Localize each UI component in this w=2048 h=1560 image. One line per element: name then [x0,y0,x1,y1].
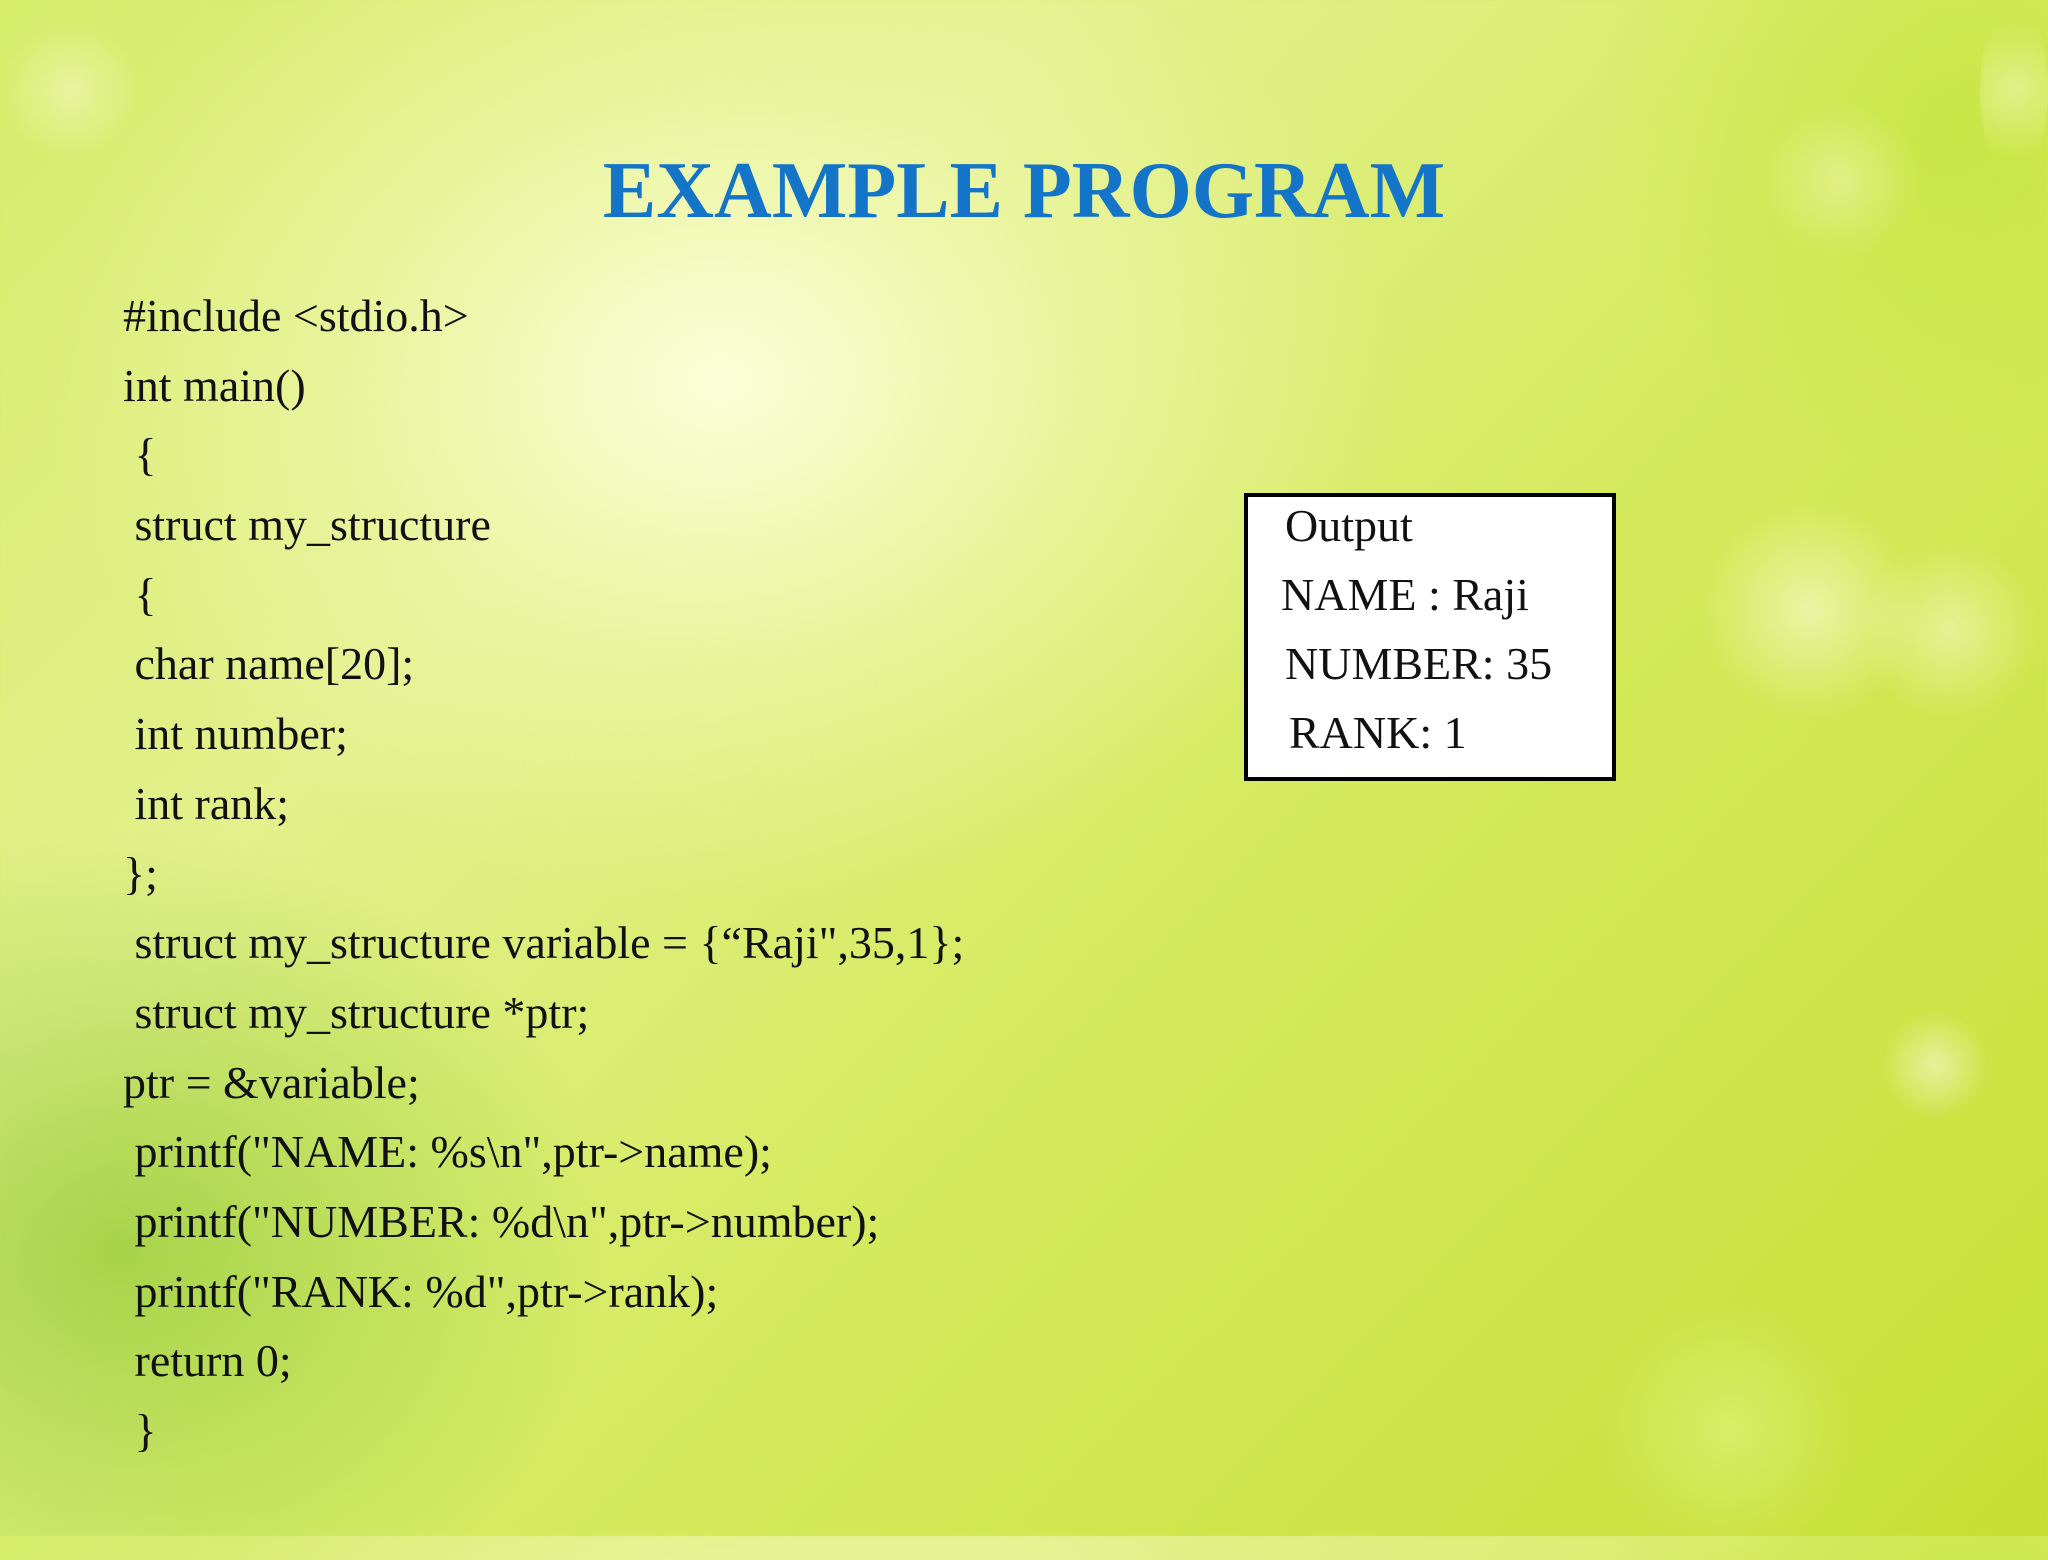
code-line: int main() [123,359,306,411]
code-block [123,281,964,1466]
code-line: ptr = &variable; [123,1056,420,1108]
bokeh-decoration [1700,500,1920,720]
code-line: } [123,1405,157,1456]
code-line: { [123,568,157,620]
code-line: { [123,429,157,481]
code-line: struct my_structure variable = {“Raji",35,1}; [123,917,965,969]
output-box [1244,493,1616,781]
output-heading: Output [1285,500,1413,551]
bokeh-decoration [1860,540,2040,720]
code-line: int number; [123,708,348,760]
code-line: #include <stdio.h> [123,290,469,341]
bokeh-decoration [0,20,140,160]
code-line: struct my_structure *ptr; [123,986,590,1038]
output-number-line: NUMBER: 35 [1285,638,1553,689]
bokeh-decoration [1600,1300,1860,1560]
slide-title: EXAMPLE PROGRAM [602,147,1446,235]
code-line: }; [123,847,158,899]
code-line: struct my_structure [123,499,491,551]
output-name-line: NAME : Raji [1281,569,1529,620]
code-line: printf("RANK: %d",ptr->rank); [123,1265,719,1317]
code-line: char name[20]; [123,638,415,690]
code-line: printf("NUMBER: %d\n",ptr->number); [123,1195,880,1247]
output-rank-line: RANK: 1 [1289,707,1467,758]
code-line: printf("NAME: %s\n",ptr->name); [123,1126,772,1178]
code-line: int rank; [123,777,290,829]
code-line: return 0; [123,1335,292,1387]
bokeh-decoration [1880,1010,1990,1120]
